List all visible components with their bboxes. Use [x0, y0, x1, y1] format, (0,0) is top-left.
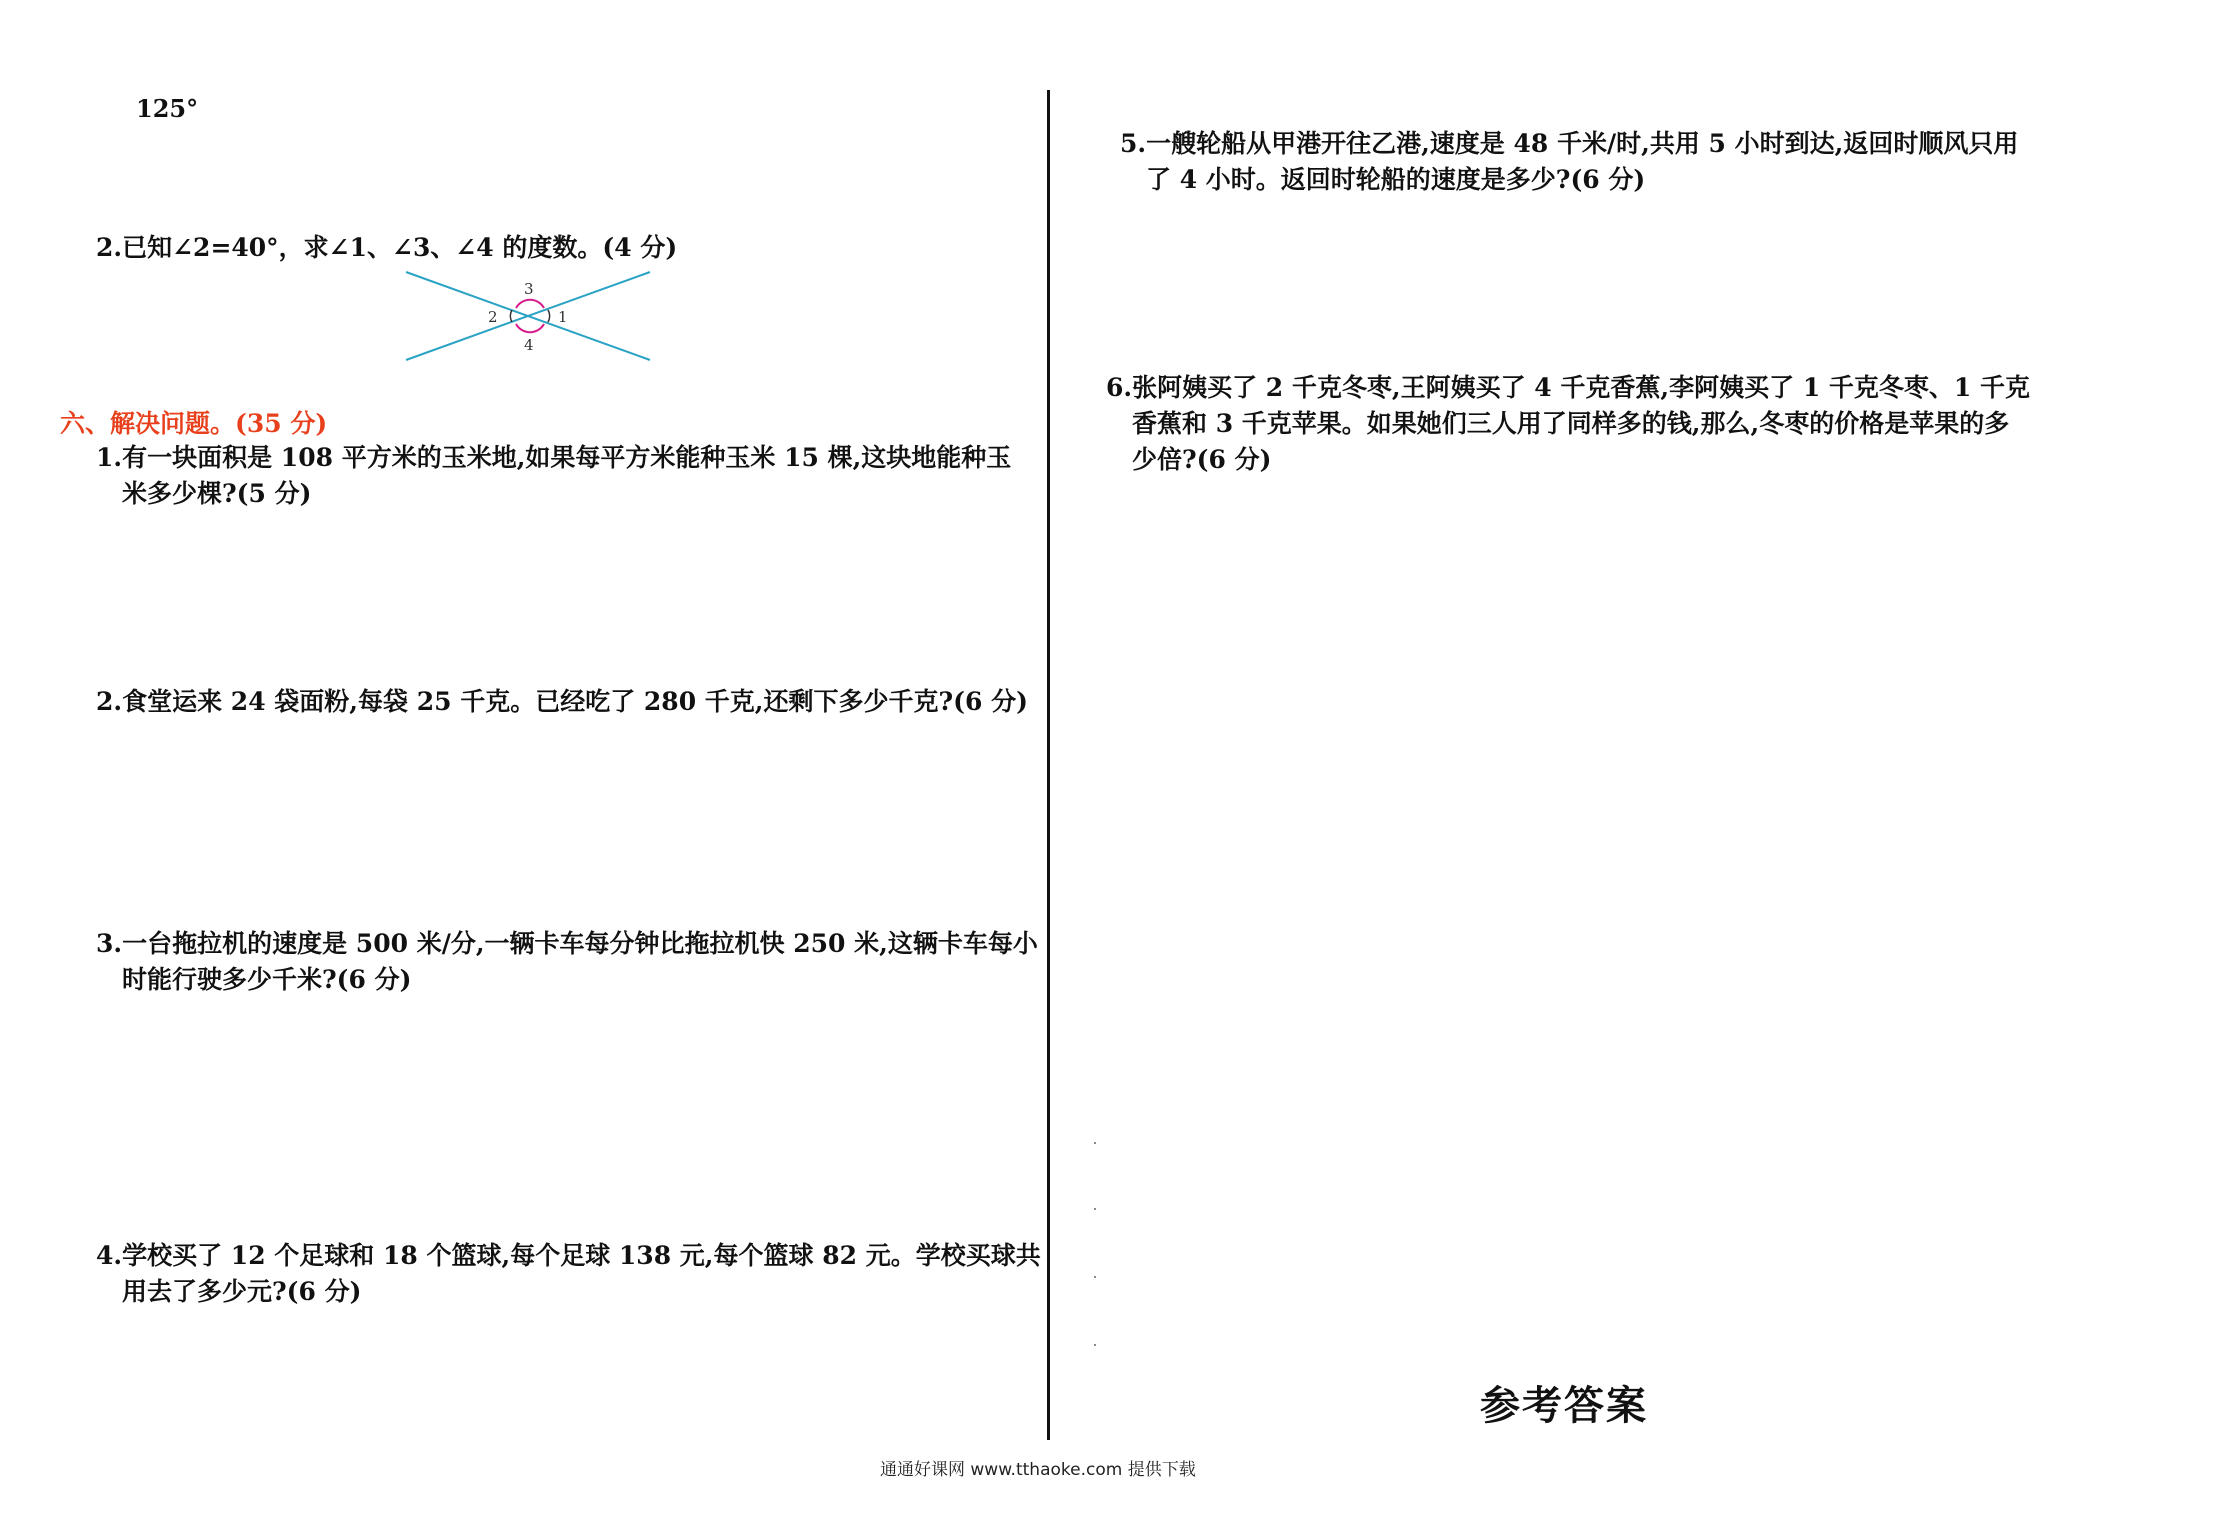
- scan-dot: [1094, 1208, 1096, 1210]
- scan-dot: [1094, 1142, 1096, 1144]
- problem-6-line-1: 6.张阿姨买了 2 千克冬枣,王阿姨买了 4 千克香蕉,李阿姨买了 1 千克冬枣、1 千克: [1106, 373, 2031, 402]
- problem-2: [96, 684, 1028, 720]
- problem-3-line-1: 3.一台拖拉机的速度是 500 米/分,一辆卡车每分钟比拖拉机快 250 米,这辆卡车每小: [96, 929, 1038, 958]
- angle-arc-bottom: [516, 324, 544, 332]
- problem-4-line-2: 用去了多少元?(6 分): [122, 1277, 362, 1306]
- problem-6-line-3: 少倍?(6 分): [1132, 445, 1272, 474]
- problem-1-line-2: 米多少棵?(5 分): [122, 479, 312, 508]
- intersecting-lines-diagram: [400, 264, 660, 364]
- problem-3: [96, 926, 1038, 998]
- problem-5-line-2: 了 4 小时。返回时轮船的速度是多少?(6 分): [1146, 165, 1646, 194]
- angle-arc-left: [510, 310, 512, 322]
- answer-key-title: 参考答案: [1480, 1383, 1648, 1429]
- diagram-label-3: 3: [524, 280, 534, 298]
- angle-arc-right: [548, 310, 550, 322]
- geometry-question-text: 2.已知∠2=40°，求∠1、∠3、∠4 的度数。(4 分): [96, 233, 678, 262]
- problem-6-line-2: 香蕉和 3 千克苹果。如果她们三人用了同样多的钱,那么,冬枣的价格是苹果的多: [1132, 409, 2010, 438]
- problem-1-line-1: 1.有一块面积是 108 平方米的玉米地,如果每平方米能种玉米 15 棵,这块地能种玉: [96, 443, 1012, 472]
- diagram-label-1: 1: [558, 308, 568, 326]
- problem-6: [1106, 370, 2030, 478]
- scan-dot: [1094, 1344, 1096, 1346]
- footer-credit: 通通好课网 www.tthaoke.com 提供下载: [880, 1460, 1196, 1480]
- problem-5-line-1: 5.一艘轮船从甲港开往乙港,速度是 48 千米/时,共用 5 小时到达,返回时顺风只用: [1120, 129, 2019, 158]
- geometry-question: [96, 230, 677, 266]
- section-title: 六、解决问题。(35 分): [60, 409, 328, 438]
- angle-arc-top: [516, 300, 544, 308]
- problem-2-line-1: 2.食堂运来 24 袋面粉,每袋 25 千克。已经吃了 280 千克,还剩下多少千克?(6 分): [96, 687, 1028, 716]
- scan-dot: [1094, 1276, 1096, 1278]
- diagram-label-4: 4: [524, 336, 534, 354]
- problem-3-line-2: 时能行驶多少千米?(6 分): [122, 965, 412, 994]
- problem-5: [1120, 126, 2018, 198]
- problem-4-line-1: 4.学校买了 12 个足球和 18 个篮球,每个足球 138 元,每个篮球 82 元。学校买球共: [96, 1241, 1041, 1270]
- problem-1: [96, 440, 1011, 512]
- diagram-label-2: 2: [488, 308, 498, 326]
- column-divider: [1047, 90, 1050, 1440]
- problem-4: [96, 1238, 1041, 1310]
- angle-value: 125°: [136, 94, 199, 123]
